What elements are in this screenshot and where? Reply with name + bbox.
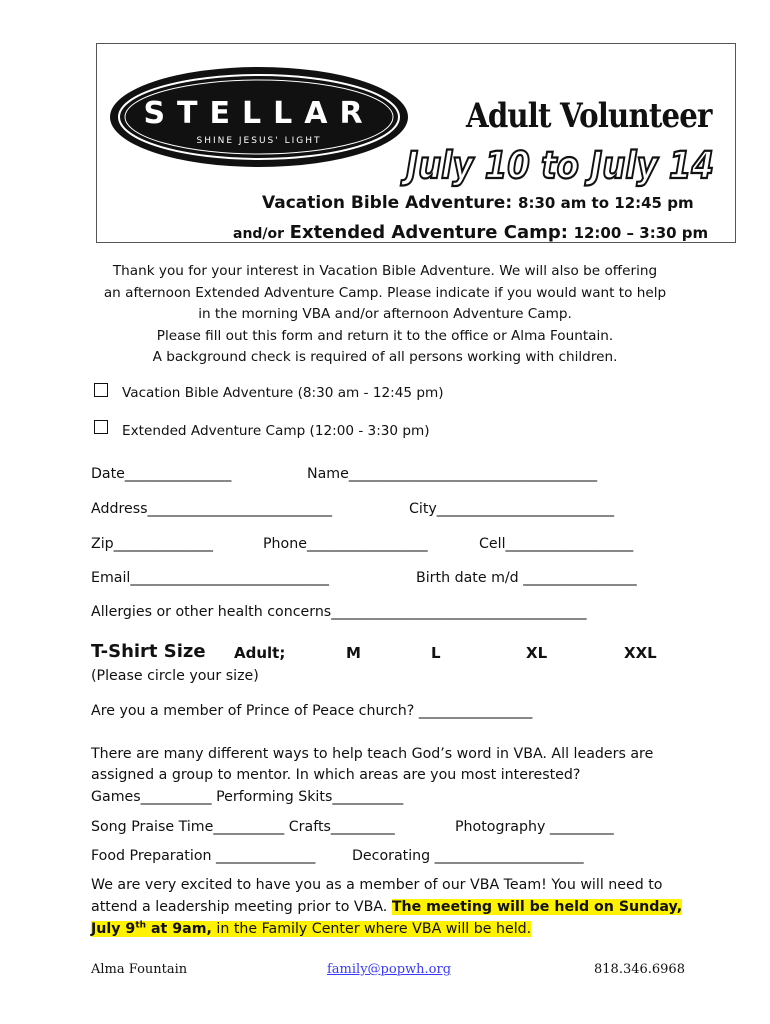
size-m[interactable]: M xyxy=(346,644,361,662)
page-title: Adult Volunteer xyxy=(466,96,712,136)
camp-time: 12:00 – 3:30 pm xyxy=(573,224,709,242)
closing-line: We are very excited to have you as a member of our VBA Team! You will need to xyxy=(91,877,663,893)
camp-time-line xyxy=(233,222,708,243)
intro-line: Please fill out this form and return it to the office or Alma Fountain. xyxy=(156,327,614,344)
dates-banner xyxy=(399,140,718,188)
vba-checkbox[interactable] xyxy=(94,383,108,397)
vba-time-line xyxy=(262,193,694,213)
footer-email-link[interactable]: family@popwh.org xyxy=(327,962,452,977)
photography-field[interactable]: Photography _________ xyxy=(455,819,614,835)
tshirt-label: T-Shirt Size xyxy=(91,641,206,662)
tshirt-note: (Please circle your size) xyxy=(91,668,259,684)
camp-label: Extended Adventure Camp: xyxy=(289,222,568,243)
phone-field[interactable]: Phone_________________ xyxy=(263,536,428,552)
intro-paragraph xyxy=(60,261,710,369)
zip-field[interactable]: Zip______________ xyxy=(91,536,213,552)
intro-line: A background check is required of all persons working with children. xyxy=(152,349,618,365)
decorating-field[interactable]: Decorating _____________________ xyxy=(352,848,584,864)
dates-text: July 10 to July 14 xyxy=(399,144,714,187)
member-question[interactable]: Are you a member of Prince of Peace church? ________________ xyxy=(91,703,533,719)
date-suffix: th xyxy=(135,920,147,930)
vba-label: Vacation Bible Adventure: xyxy=(262,193,513,213)
size-l[interactable]: L xyxy=(431,644,441,662)
date-field[interactable]: Date_______________ xyxy=(91,466,232,482)
closing-text: attend a leadership meeting prior to VBA. xyxy=(91,899,388,915)
meeting-highlight: The meeting will be held on Sunday, xyxy=(391,899,683,915)
meeting-time: at 9am, xyxy=(146,920,212,937)
meeting-date: July 9 xyxy=(91,920,136,937)
closing-line xyxy=(91,899,682,915)
cell-field[interactable]: Cell__________________ xyxy=(479,536,634,552)
birthdate-field[interactable]: Birth date m/d ________________ xyxy=(416,570,637,586)
logo-tagline: SHINE JESUS' LIGHT xyxy=(196,136,322,146)
help-text-line: assigned a group to mentor. In which areas are you most interested? xyxy=(91,767,581,783)
camp-option-label: Extended Adventure Camp (12:00 - 3:30 pm) xyxy=(122,423,430,439)
size-xl[interactable]: XL xyxy=(526,644,548,662)
camp-checkbox[interactable] xyxy=(94,420,108,434)
size-xxl[interactable]: XXL xyxy=(624,644,657,662)
and-or-text: and/or xyxy=(233,226,285,242)
vba-option-label: Vacation Bible Adventure (8:30 am - 12:45 pm) xyxy=(122,385,444,401)
help-text-line: There are many different ways to help teach God’s word in VBA. All leaders are xyxy=(91,746,654,762)
email-field[interactable]: Email____________________________ xyxy=(91,570,329,586)
city-field[interactable]: City_________________________ xyxy=(409,501,615,517)
tshirt-adult-label: Adult; xyxy=(234,644,286,662)
stellar-logo xyxy=(108,65,410,169)
intro-line: Thank you for your interest in Vacation Bible Adventure. We will also be offering xyxy=(112,263,658,279)
footer-phone: 818.346.6968 xyxy=(594,962,685,977)
intro-line: an afternoon Extended Adventure Camp. Please indicate if you would want to help xyxy=(103,284,667,301)
intro-line: in the morning VBA and/or afternoon Adventure Camp. xyxy=(198,306,572,322)
closing-line xyxy=(91,920,531,937)
games-skits-field[interactable]: Games__________ Performing Skits__________ xyxy=(91,789,404,805)
footer-contact-name: Alma Fountain xyxy=(91,962,188,977)
logo-text: STELLAR xyxy=(143,96,375,131)
name-field[interactable]: Name___________________________________ xyxy=(307,466,598,482)
song-crafts-field[interactable]: Song Praise Time__________ Crafts_________ xyxy=(91,819,395,835)
food-prep-field[interactable]: Food Preparation ______________ xyxy=(91,848,316,864)
vba-time: 8:30 am to 12:45 pm xyxy=(518,194,694,212)
meeting-location: in the Family Center where VBA will be held. xyxy=(211,920,532,937)
allergies-field[interactable]: Allergies or other health concerns____________________________________ xyxy=(91,604,587,620)
address-field[interactable]: Address__________________________ xyxy=(91,501,332,517)
